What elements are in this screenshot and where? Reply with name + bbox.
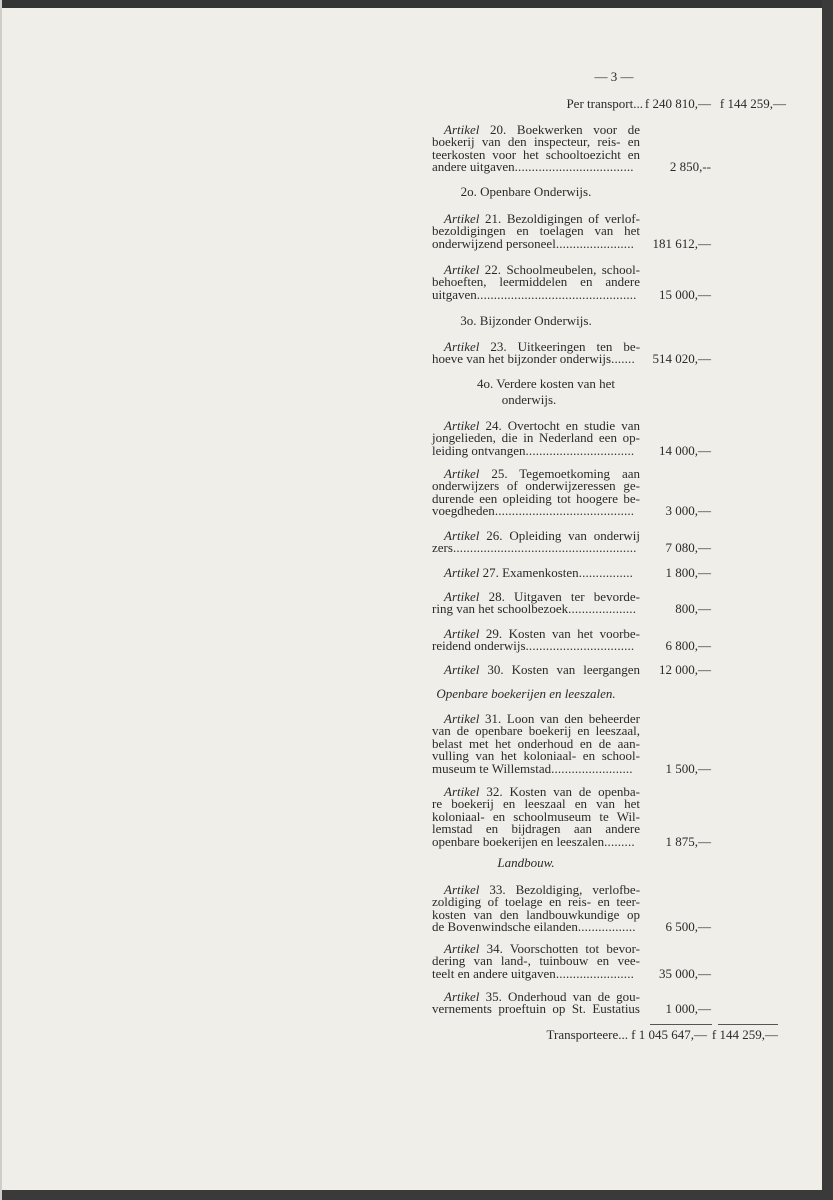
article-label: Artikel	[444, 338, 480, 354]
article-27-line-1	[432, 564, 711, 580]
carry-forward-out-label: Transporteere...	[546, 1027, 628, 1042]
article-31-line-4: vulling van het koloniaal- en school-	[432, 748, 640, 764]
article-text: Boekwerken voor de	[516, 121, 640, 137]
article-number: 27.	[482, 564, 499, 580]
article-22	[432, 261, 711, 302]
article-24-line-3	[432, 442, 711, 458]
article-number: 33.	[489, 881, 506, 897]
carry-forward-in-amount-1: f 240 810,—	[644, 96, 711, 111]
article-32-line-4: lemstad en bijdragen aan andere	[432, 821, 640, 837]
amount: 7 080,—	[665, 540, 711, 556]
article-label: Artikel	[444, 625, 480, 641]
article-31-line-2: van de openbare boekerij en leeszaal,	[432, 723, 640, 739]
amount: 35 000,—	[659, 965, 711, 981]
article-number: 24.	[485, 417, 502, 433]
article-label: Artikel	[444, 121, 480, 137]
leader-dots: .................	[577, 921, 636, 935]
amount: 2 850,--	[669, 159, 711, 175]
article-text: leiding ontvangen	[432, 442, 526, 458]
amount: 12 000,—	[659, 661, 711, 677]
article-34	[432, 940, 711, 981]
article-24-line-2: jongelieden, die in Nederland een op-	[432, 430, 640, 446]
leader-dots: .........................................	[494, 505, 635, 519]
article-label: Artikel	[444, 261, 480, 277]
leader-dots: .......................	[555, 237, 635, 251]
article-number: 22.	[484, 261, 502, 277]
article-number: 23.	[490, 338, 507, 354]
article-label: Artikel	[444, 710, 480, 726]
article-text: museum te Willemstad	[432, 761, 552, 777]
article-text: uitgaven	[432, 286, 477, 302]
article-25-line-3: durende een opleiding tot hoogere be-	[432, 490, 640, 506]
article-label: Artikel	[444, 465, 480, 481]
article-text: Kosten van de openba-	[509, 783, 640, 799]
amount: 6 800,—	[665, 638, 711, 654]
page-number: — 3 —	[594, 69, 634, 84]
article-number: 21.	[484, 210, 502, 226]
amount: 1 875,—	[665, 834, 711, 850]
amount: 1 500,—	[665, 761, 711, 777]
article-33-line-4	[432, 919, 711, 935]
article-21-line-3	[432, 235, 711, 251]
article-text: onderwijzend personeel	[432, 235, 556, 251]
article-20-line-4	[432, 159, 711, 175]
article-number: 25.	[491, 465, 508, 481]
leader-dots: ....................	[568, 603, 637, 616]
article-heading	[444, 564, 579, 580]
article-label: Artikel	[444, 588, 480, 604]
article-31-line-5	[432, 761, 711, 777]
article-text: Uitgaven ter bevorde-	[514, 588, 641, 604]
article-text: hoeve van het bijzonder onderwijs	[432, 351, 612, 367]
amount: 181 612,—	[652, 235, 711, 251]
article-label: Artikel	[444, 564, 480, 580]
carry-forward-in	[0, 97, 833, 110]
article-30	[432, 661, 711, 677]
article-label: Artikel	[444, 988, 480, 1004]
section-heading-landbouw: Landbouw.	[497, 855, 555, 870]
article-number: 26.	[486, 527, 503, 543]
article-28	[432, 588, 711, 617]
article-text: Tegemoetkoming aan	[519, 465, 640, 481]
article-number: 28.	[488, 588, 505, 604]
article-text: Bezoldigingen of verlof-	[506, 210, 641, 226]
article-text: zers	[432, 540, 453, 556]
section-heading-verdere-kosten-line-2: onderwijs.	[501, 392, 557, 407]
article-number: 30.	[487, 661, 504, 677]
amount: 14 000,—	[659, 442, 711, 458]
article-22-line-2: behoeften, leermiddelen en andere	[432, 274, 640, 290]
scan-edge-right	[822, 0, 833, 1200]
article-text: vernements proeftuin op St. Eustatius	[432, 1001, 640, 1017]
article-text: Overtocht en studie van	[507, 417, 641, 433]
article-number: 35.	[485, 988, 502, 1004]
scan-edge-bottom	[0, 1190, 833, 1200]
article-label: Artikel	[444, 661, 480, 677]
article-number: 20.	[490, 121, 507, 137]
article-20-line-2: boekerij van den inspecteur, reis- en	[432, 134, 640, 150]
carry-forward-out-amount-1: f 1 045 647,—	[631, 1027, 707, 1042]
amount: 6 500,—	[665, 919, 711, 935]
leader-dots: ......................................................	[452, 542, 637, 555]
article-20	[432, 121, 711, 175]
article-29	[432, 625, 711, 654]
article-text: Opleiding van onderwij	[509, 527, 640, 543]
leader-dots: ................	[578, 566, 634, 580]
total-rule-column-2	[718, 1024, 778, 1025]
article-label: Artikel	[444, 417, 480, 433]
carry-forward-in-label: Per transport...	[566, 96, 643, 111]
article-label: Artikel	[444, 940, 480, 956]
article-label: Artikel	[444, 210, 480, 226]
article-label: Artikel	[444, 881, 480, 897]
leader-dots: ................................	[525, 444, 635, 458]
article-text: Uitkeeringen ten be-	[517, 338, 641, 354]
article-23	[432, 338, 711, 367]
scan-edge-top	[0, 0, 833, 8]
article-33-line-3: kosten van den landbouwkundige op	[432, 906, 640, 922]
article-text: Kosten van het voorbe-	[508, 625, 641, 641]
article-text: Kosten van leergangen	[511, 661, 641, 677]
article-35-line-2	[432, 1001, 711, 1017]
amount: 15 000,—	[659, 286, 711, 302]
article-29-line-2	[432, 638, 711, 654]
carry-forward-out	[0, 1028, 833, 1041]
leader-dots: .......	[611, 353, 635, 366]
article-26-line-1	[432, 527, 640, 543]
article-24	[432, 417, 711, 458]
scan-edge-left	[0, 0, 2, 1200]
article-28-line-2	[432, 601, 711, 617]
article-34-line-2: dering van land-, tuinbouw en vee-	[432, 953, 640, 969]
amount: 3 000,—	[665, 503, 711, 519]
article-number: 34.	[486, 940, 503, 956]
article-text: teelt en andere uitgaven	[432, 965, 556, 981]
amount: 1 000,—	[665, 1001, 711, 1017]
leader-dots: ...............................................	[476, 288, 637, 302]
article-33	[432, 881, 711, 935]
carry-forward-in-amount-2: f 144 259,—	[719, 96, 786, 111]
article-32	[432, 783, 711, 850]
article-21	[432, 210, 711, 251]
article-number: 29.	[485, 625, 503, 641]
leader-dots: .......................	[555, 967, 635, 981]
article-32-line-2: re boekerij en leeszaal en van het	[432, 796, 640, 812]
amount: 800,—	[675, 601, 711, 617]
article-31	[432, 710, 711, 777]
article-text: Loon van den beheerder	[506, 710, 640, 726]
article-20-line-3: teerkosten voor het schooltoezicht en	[432, 146, 640, 162]
article-text: de Bovenwindsche eilanden	[432, 919, 578, 935]
article-34-line-3	[432, 965, 711, 981]
article-21-line-2: bezoldigingen en toelagen van het	[432, 223, 640, 239]
article-text: Voorschotten tot bevor-	[509, 940, 641, 956]
article-30-line-1	[432, 661, 711, 677]
article-32-line-5	[432, 834, 711, 850]
article-text: andere uitgaven	[432, 159, 515, 175]
article-label: Artikel	[444, 783, 480, 799]
article-label: Artikel	[444, 527, 480, 543]
carry-forward-out-amount-2: f 144 259,—	[711, 1027, 778, 1042]
total-rule-column-1	[650, 1024, 712, 1025]
article-text: voegdheden	[432, 503, 495, 519]
amount: 1 800,—	[665, 564, 711, 580]
article-31-line-3: belast met het onderhoud en de aan-	[432, 735, 640, 751]
leader-dots: ...................................	[514, 161, 634, 175]
article-number: 32.	[486, 783, 503, 799]
article-32-line-3: koloniaal- en schoolmuseum te Wil-	[432, 808, 640, 824]
article-text: openbare boekerijen en leeszalen	[432, 834, 605, 850]
leader-dots: ........................	[551, 763, 633, 776]
leader-dots: .........	[604, 836, 635, 849]
article-33-line-2: zoldiging of toelage en reis- en teer-	[432, 894, 640, 910]
article-26-line-2	[432, 540, 711, 556]
article-number: 31.	[485, 710, 502, 726]
article-27	[432, 564, 711, 580]
article-text: Examenkosten	[502, 564, 579, 580]
article-text: reidend onderwijs	[432, 638, 526, 654]
article-text: Onderhoud van de gou-	[508, 988, 641, 1004]
article-35	[432, 988, 711, 1017]
section-heading-verdere-kosten-line-1: 4o. Verdere kosten van het	[476, 376, 616, 391]
article-26	[432, 527, 711, 556]
section-heading-openbare-boekerijen: Openbare boekerijen en leeszalen.	[436, 686, 616, 701]
article-25-line-2: onderwijzers of onderwijzeressen ge-	[432, 478, 640, 494]
article-25	[432, 465, 711, 519]
article-text: Bezoldiging, verlofbe-	[515, 881, 641, 897]
amount: 514 020,—	[652, 351, 711, 367]
article-23-line-2	[432, 351, 711, 367]
leader-dots: ................................	[525, 640, 635, 653]
article-text: Schoolmeubelen, school-	[506, 261, 641, 277]
section-heading-bijzonder-onderwijs: 3o. Bijzonder Onderwijs.	[460, 313, 592, 328]
article-22-line-3	[432, 286, 711, 302]
article-text: ring van het schoolbezoek	[432, 601, 569, 617]
section-heading-openbare-onderwijs: 2o. Openbare Onderwijs.	[460, 184, 592, 199]
article-25-line-4	[432, 503, 711, 519]
